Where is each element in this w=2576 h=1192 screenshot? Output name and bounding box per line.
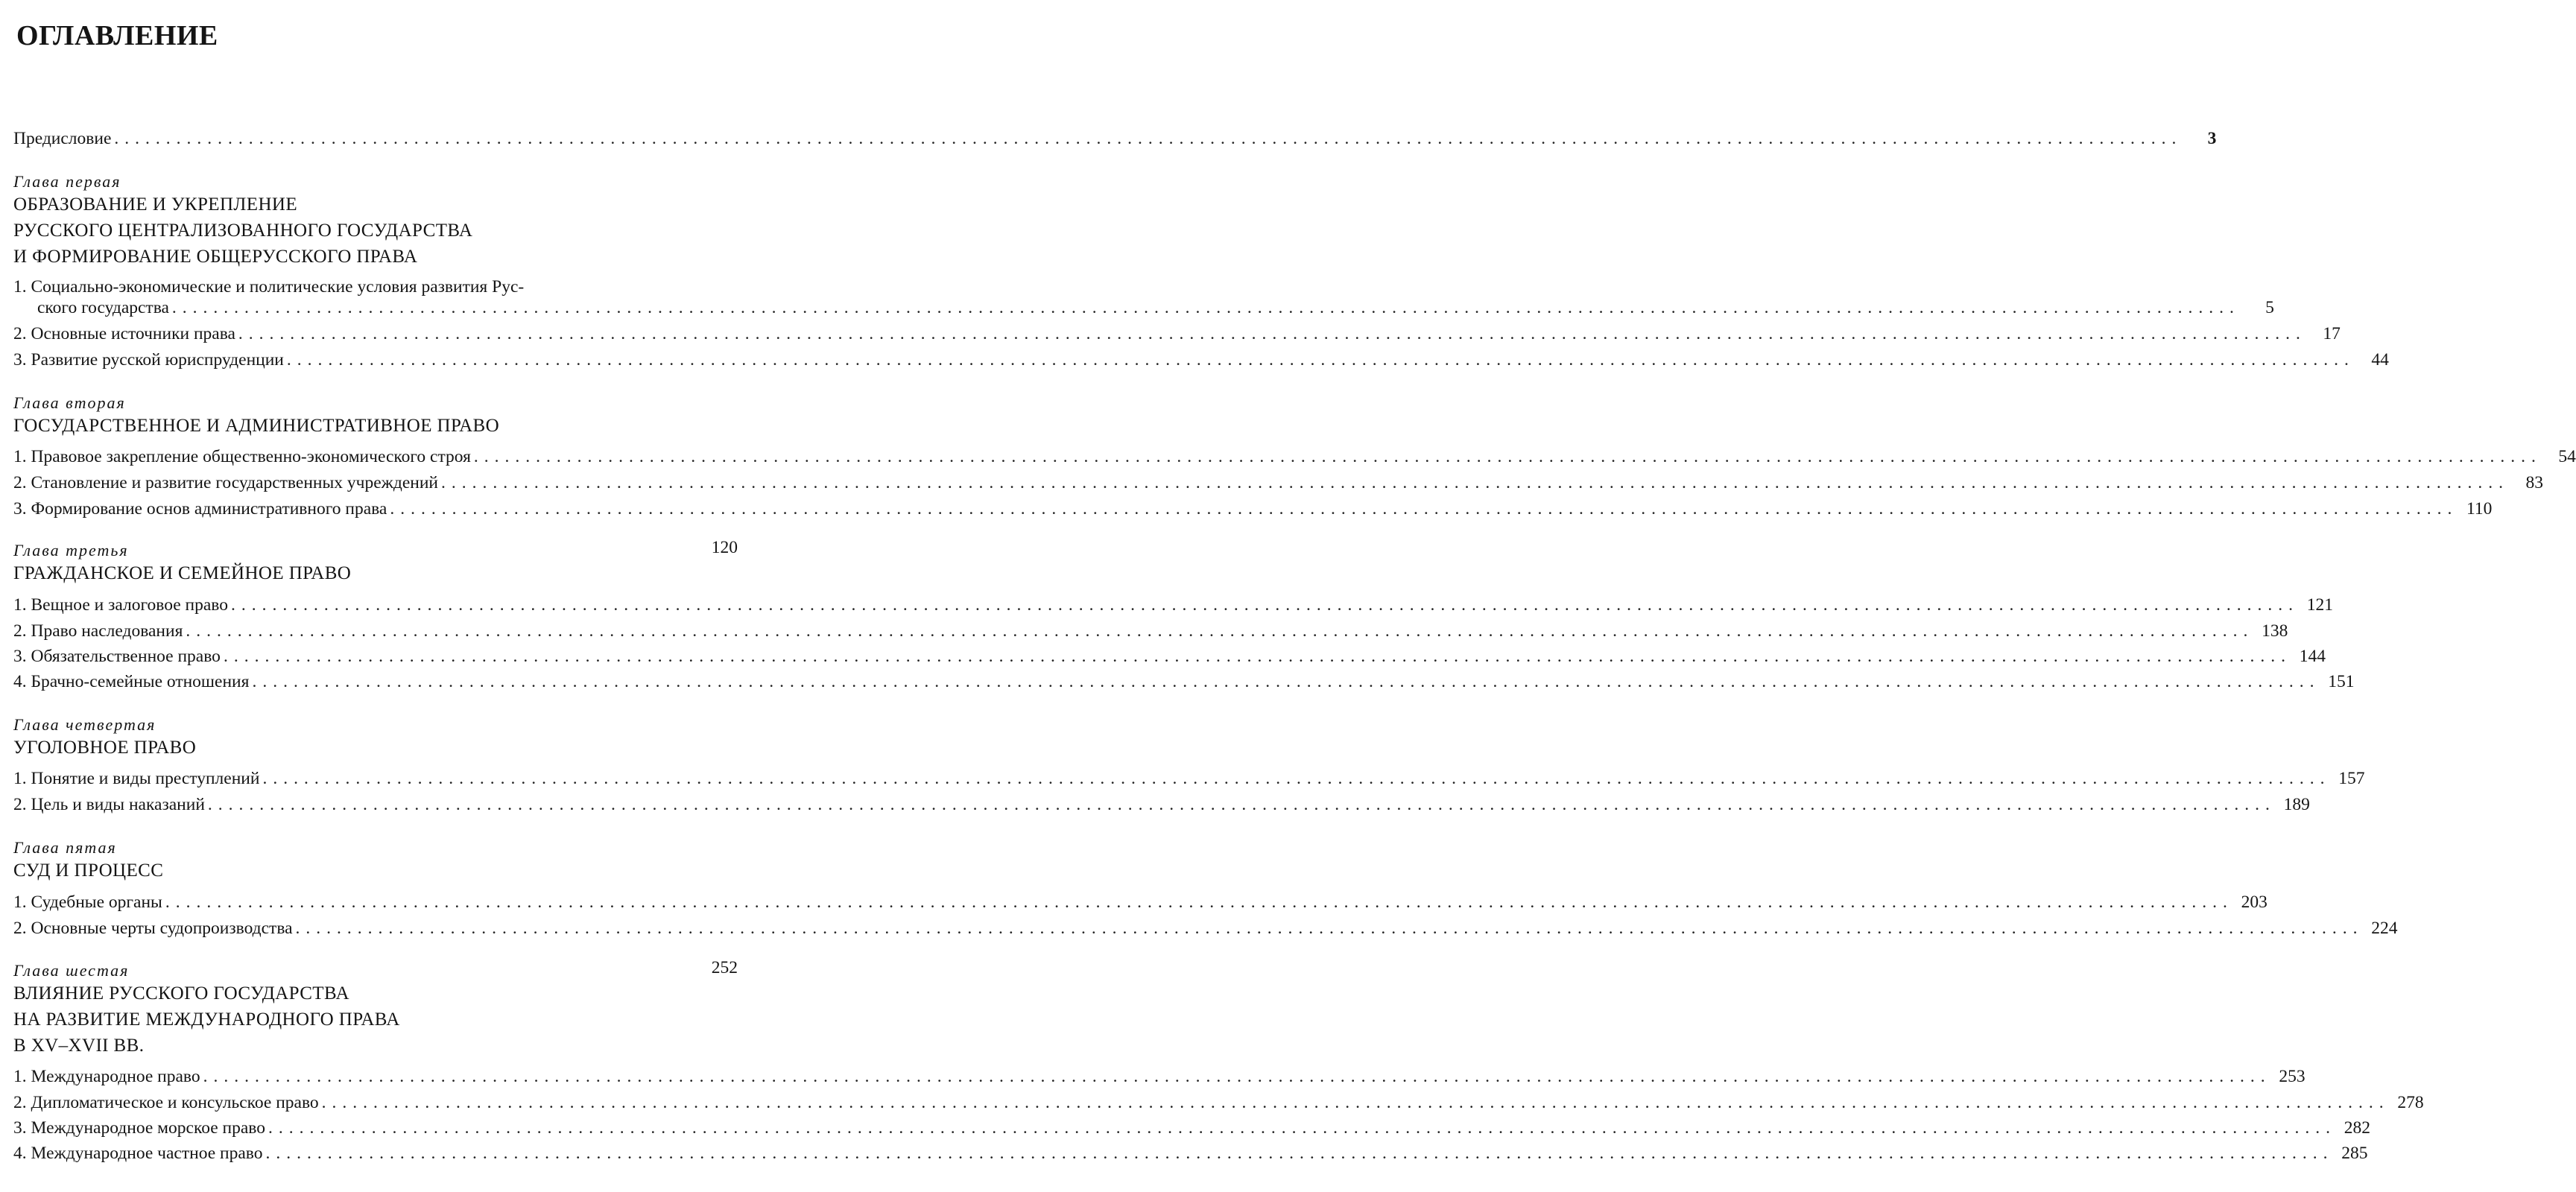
dot-leader: ........................................................................................................................................................................................................ (441, 473, 2509, 492)
toc-entry[interactable] (13, 670, 2355, 693)
chapter-title: ГОСУДАРСТВЕННОЕ И АДМИНИСТРАТИВНОЕ ПРАВО (13, 416, 500, 436)
dot-leader: ........................................................................................................................................................................................................ (223, 647, 2291, 666)
page-title: ОГЛАВЛЕНИЕ (16, 20, 218, 51)
chapter-label: Глава третья (13, 541, 129, 559)
chapter-label: Глава пятая (13, 838, 117, 857)
entry-page: 285 (2341, 1144, 2368, 1163)
entry-page: 17 (2323, 324, 2341, 343)
entry-page: 151 (2328, 672, 2355, 691)
dot-leader: ........................................................................................................................................................................................................ (390, 499, 2458, 519)
chapter-title: ВЛИЯНИЕ РУССКОГО ГОСУДАРСТВА (13, 983, 349, 1004)
entry-page: 83 (2525, 473, 2543, 492)
entry-text: 2. Основные черты судопроизводства (13, 919, 293, 938)
chapter-label: Глава четвертая (13, 715, 156, 734)
entry-page: 44 (2371, 350, 2389, 370)
chapter-title: ГРАЖДАНСКОЕ И СЕМЕЙНОЕ ПРАВО (13, 563, 352, 583)
entry-text: 1. Понятие и виды преступлений (13, 769, 260, 788)
entry-text: 3. Формирование основ административного права (13, 499, 387, 519)
entry-page: 203 (2241, 893, 2268, 912)
entry-page: 189 (2283, 795, 2310, 814)
entry-text: 3. Развитие русской юриспруденции (13, 350, 284, 370)
chapter-page: 120 (711, 538, 738, 557)
entry-page: 3 (2207, 129, 2217, 148)
dot-leader: ........................................................................................................................................................................................................ (203, 1067, 2271, 1086)
dot-leader: ........................................................................................................................................................................................................ (231, 595, 2299, 615)
dot-leader: ........................................................................................................................................................................................................ (238, 324, 2306, 343)
entry-page: 121 (2306, 595, 2333, 615)
toc-entry[interactable] (13, 594, 2333, 616)
chapter-title: НА РАЗВИТИЕ МЕЖДУНАРОДНОГО ПРАВА (13, 1009, 400, 1030)
chapter-label: Глава вторая (13, 393, 126, 412)
toc-entry[interactable] (13, 323, 2341, 345)
entry-page: 5 (2265, 298, 2274, 317)
entry-text: 3. Обязательственное право (13, 647, 221, 666)
chapter-title: В XV–XVII ВВ. (13, 1036, 145, 1056)
entry-text: 3. Международное морское право (13, 1118, 265, 1138)
entry-text: 2. Право наследования (13, 621, 183, 641)
entry-page: 144 (2299, 647, 2326, 666)
entry-page: 110 (2466, 499, 2493, 519)
chapter-title: РУССКОГО ЦЕНТРАЛИЗОВАННОГО ГОСУДАРСТВА (13, 221, 473, 241)
entry-page: 138 (2262, 621, 2288, 641)
dot-leader: ........................................................................................................................................................................................................ (171, 298, 2240, 317)
dot-leader: ........................................................................................................................................................................................................ (295, 919, 2364, 938)
chapter-label: Глава шестая (13, 961, 130, 980)
toc-entry[interactable] (13, 645, 2326, 668)
toc-entry[interactable] (13, 472, 2543, 494)
entry-text: 4. Международное частное право (13, 1144, 263, 1163)
chapter-title: УГОЛОВНОЕ ПРАВО (13, 738, 197, 758)
entry-text: 4. Брачно-семейные отношения (13, 672, 250, 691)
toc-entry[interactable] (13, 1142, 2368, 1164)
entry-text: 2. Основные источники права (13, 324, 235, 343)
dot-leader: ........................................................................................................................................................................................................ (114, 129, 2183, 148)
toc-entry[interactable] (13, 793, 2310, 816)
dot-leader: ........................................................................................................................................................................................................ (165, 893, 2233, 912)
entry-page: 157 (2338, 769, 2365, 788)
toc-entry[interactable] (13, 1091, 2424, 1114)
dot-leader: ........................................................................................................................................................................................................ (265, 1144, 2334, 1163)
entry-text: Предисловие (13, 129, 112, 148)
toc-entry[interactable] (13, 349, 2389, 371)
toc-entry[interactable] (13, 446, 2576, 468)
entry-page: 253 (2279, 1067, 2306, 1086)
dot-leader: ........................................................................................................................................................................................................ (252, 672, 2320, 691)
entry-text: ского государства (37, 298, 169, 317)
toc-entry[interactable] (13, 1117, 2370, 1139)
dot-leader: ........................................................................................................................................................................................................ (286, 350, 2355, 370)
entry-page: 224 (2371, 919, 2398, 938)
chapter-title: СУД И ПРОЦЕСС (13, 860, 164, 881)
entry-page: 54 (2558, 447, 2576, 466)
toc-entry[interactable] (13, 891, 2268, 913)
entry-text: 2. Дипломатическое и консульское право (13, 1093, 319, 1112)
dot-leader: ........................................................................................................................................................................................................ (207, 795, 2276, 814)
entry-text: 2. Цель и виды наказаний (13, 795, 205, 814)
toc-entry-preface[interactable] (13, 127, 2217, 150)
toc-entry[interactable] (13, 1065, 2306, 1088)
toc-entry[interactable] (13, 917, 2398, 939)
toc-entry[interactable] (13, 620, 2288, 642)
dot-leader: ........................................................................................................................................................................................................ (268, 1118, 2336, 1138)
chapter-label: Глава первая (13, 172, 121, 191)
toc-entry[interactable] (13, 297, 2274, 319)
dot-leader: ........................................................................................................................................................................................................ (262, 769, 2331, 788)
entry-text-first-line: 1. Социально-экономические и политические условия развития Рус- (13, 277, 525, 297)
chapter-page: 252 (711, 958, 738, 977)
entry-page: 282 (2344, 1118, 2370, 1138)
dot-leader: ........................................................................................................................................................................................................ (186, 621, 2254, 641)
entry-page: 278 (2397, 1093, 2424, 1112)
entry-text: 1. Правовое закрепление общественно-экономического строя (13, 447, 471, 466)
toc-entry[interactable] (13, 498, 2493, 520)
dot-leader: ........................................................................................................................................................................................................ (321, 1093, 2390, 1112)
entry-text: 1. Международное право (13, 1067, 200, 1086)
entry-text: 1. Судебные органы (13, 893, 162, 912)
chapter-title: ОБРАЗОВАНИЕ И УКРЕПЛЕНИЕ (13, 194, 298, 215)
toc-entry[interactable] (13, 767, 2365, 790)
entry-text: 1. Вещное и залоговое право (13, 595, 228, 615)
dot-leader: ........................................................................................................................................................................................................ (473, 447, 2542, 466)
entry-text: 2. Становление и развитие государственных учреждений (13, 473, 438, 492)
chapter-title: И ФОРМИРОВАНИЕ ОБЩЕРУССКОГО ПРАВА (13, 247, 418, 267)
